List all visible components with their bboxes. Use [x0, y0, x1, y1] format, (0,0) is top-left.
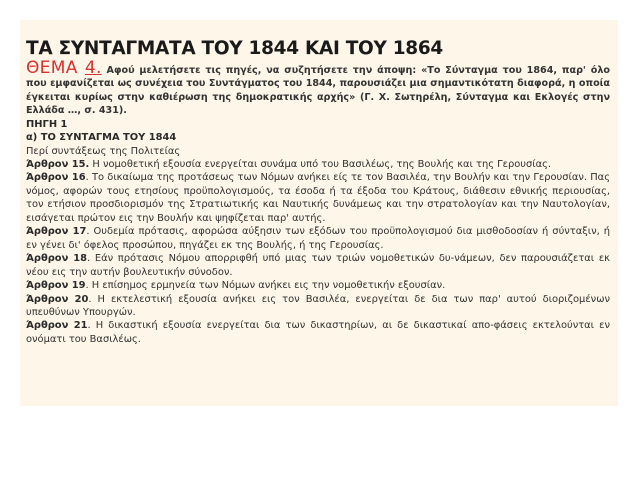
article-text: . Η δικαστική εξουσία ενεργείται δια των δικαστηρίων, αι δε δικαστικαί απο-φάσεις εκτελούνται εν ονόματι του Βασιλέως. — [26, 320, 610, 345]
article-label: Άρθρον 19 — [26, 280, 86, 292]
page-title: ΤΑ ΣΥΝΤΑΓΜΑΤΑ ΤΟΥ 1844 ΚΑΙ ΤΟΥ 1864 — [26, 38, 443, 59]
article-label: Άρθρον 20 — [26, 293, 89, 305]
article-text: . Η επίσημος ερμηνεία των Νόμων ανήκει εις την νομοθετικήν εξουσίαν. — [85, 280, 446, 292]
article-text: . Η εκτελεστική εξουσία ανήκει εις τον Βασιλέα, ενεργείται δε δια των παρ' αυτού διοριζομένων υπευθύνων Υπουργών. — [26, 293, 610, 318]
article-text: . Εάν πρότασις Νόμου απορριφθή υπό μιας των τριών νομοθετικών δυ-νάμεων, δεν παρουσιάζεται εκ νέου εις την αυτήν βουλευτικήν σύνοδον. — [26, 253, 610, 278]
theme-paragraph — [26, 58, 610, 118]
article-text: Η νομοθετική εξουσία ενεργείται συνάμα υπό του Βασιλέως, της Βουλής και της Γερουσίας. — [89, 158, 552, 170]
article-20 — [26, 293, 610, 320]
theme-word: ΘΕΜΑ — [26, 58, 85, 78]
article-label: Άρθρον 16 — [26, 172, 86, 184]
article-19 — [26, 279, 610, 292]
article-15 — [26, 158, 610, 171]
article-text: . Το δικαίωμα της προτάσεως των Νόμων ανήκει είς τε τον Βασιλέα, την Βουλήν και την Γερουσίαν. Πας νόμος, αφορών τους ετησίους προϋπολογισμούς, τα έσοδα ή τα έξοδα του Κράτους, διάθεσιν εθνικής περιουσίας, τον ετήσιον προσδιορισμόν της Στρατιωτικής και Ναυτικής δυνάμεως και την στρατολογίαν και την Ναυτολογίαν, εισάγεται πρώτον εις την Βουλήν και ψηφίζεται παρ' αυτής. — [26, 172, 610, 224]
theme-label — [26, 58, 102, 78]
article-17 — [26, 225, 610, 252]
article-label: Άρθρον 21 — [26, 320, 88, 332]
theme-text: Αφού μελετήσετε τις πηγές, να συζητήσετε την άποψη: «Το Σύνταγμα του 1864, παρ' όλο που εμφανίζεται ως συνέχεια του Συντάγματος του 1844, παρουσιάζει μια σημαντικότατη διαφορά, η οποία έγκειται κυρίως στην καθιέρωση της δημοκρατικής αρχής» (Γ. Χ. Σωτηρέλη, Σύνταγμα και Εκλογές στην Ελλάδα …, σ. 431). — [26, 65, 610, 117]
article-text: . Ουδεμία πρότασις, αφορώσα αύξησιν των εξόδων του προϋπολογισμού δια μισθοδοσίαν ή σύνταξιν, ή εν γένει δι' όφελος προσώπου, πηγάζει εκ της Βουλής, ή της Γερουσίας. — [26, 226, 610, 251]
source-label: ΠΗΓΗ 1 — [26, 118, 68, 130]
article-16 — [26, 171, 610, 225]
subheading: α) ΤΟ ΣΥΝΤΑΓΜΑ ΤΟΥ 1844 — [26, 132, 177, 144]
slide-panel — [20, 20, 618, 406]
source-body — [26, 118, 610, 347]
article-label: Άρθρον 18 — [26, 253, 88, 265]
article-21 — [26, 319, 610, 346]
section-title: Περί συντάξεως της Πολιτείας — [26, 145, 181, 157]
article-18 — [26, 252, 610, 279]
article-label: Άρθρον 17 — [26, 226, 87, 238]
theme-number: 4. — [84, 58, 102, 78]
article-label: Άρθρον 15. — [26, 158, 90, 170]
